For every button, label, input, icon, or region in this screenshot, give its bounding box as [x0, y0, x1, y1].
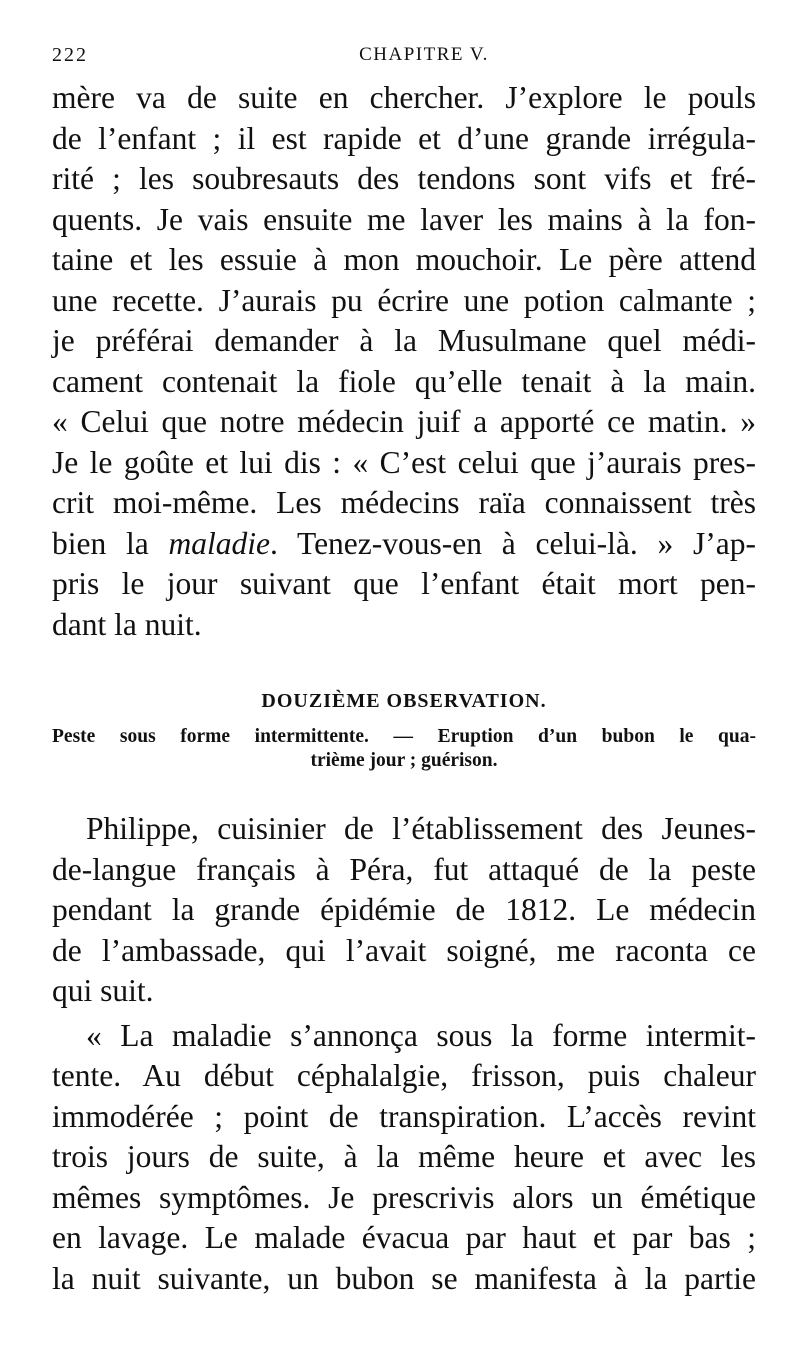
text-line: « Celui que notre médecin juif a apporté ce matin. »: [52, 404, 756, 439]
running-head: CHAPITRE V.: [359, 44, 489, 65]
paragraph-continued: [52, 78, 756, 645]
text-line: de l’enfant ; il est rapide et d’une grande irrégula-: [52, 120, 756, 156]
text-line: rité ; les soubresauts des tendons sont vifs et fré-: [52, 161, 756, 196]
text-line: cament contenait la fiole qu’elle tenait à la main.: [52, 363, 756, 399]
text-line: immodérée ; point de transpiration. L’accès revint: [52, 1098, 756, 1134]
text-line: « La maladie s’annonça sous la forme intermit-: [86, 1017, 756, 1053]
text-line: qui suit.: [52, 973, 154, 1008]
text-line: mêmes symptômes. Je prescrivis alors un émétique: [52, 1179, 756, 1215]
subtitle-line: trième jour ; guérison.: [310, 750, 498, 771]
section-title: DOUZIÈME OBSERVATION.: [261, 690, 547, 712]
text-line: pris le jour suivant que l’enfant était mort pen-: [52, 566, 756, 601]
text-line: de l’ambassade, qui l’avait soigné, me raconta ce: [52, 932, 756, 968]
page-header: [52, 32, 756, 78]
text-line: Philippe, cuisinier de l’établissement des Jeunes-: [86, 811, 756, 846]
text-line: pendant la grande épidémie de 1812. Le médecin: [52, 892, 756, 927]
text-line: une recette. J’aurais pu écrire une potion calmante ;: [52, 282, 756, 318]
text-before-italic: bien la: [52, 525, 169, 561]
text-line: tente. Au début céphalalgie, frisson, puis chaleur: [52, 1058, 756, 1093]
text-line: de-langue français à Péra, fut attaqué de la peste: [52, 851, 756, 887]
text-line: trois jours de suite, à la même heure et avec les: [52, 1139, 756, 1174]
text-line: crit moi-même. Les médecins raïa connaissent très: [52, 485, 756, 520]
text-line: je préférai demander à la Musulmane quel médi-: [52, 323, 756, 358]
text-line: Je le goûte et lui dis : « C’est celui que j’aurais pres-: [52, 444, 756, 480]
italic-word: maladie: [168, 525, 270, 561]
text-line: quents. Je vais ensuite me laver les mains à la fon-: [52, 201, 756, 237]
section-subtitle: [52, 725, 756, 773]
text-line: dant la nuit.: [52, 606, 202, 642]
text-line: mère va de suite en chercher. J’explore le pouls: [52, 80, 756, 115]
text-after-italic: . Tenez-vous-en à celui-là. » J’ap-: [269, 525, 757, 561]
text-line: taine et les essuie à mon mouchoir. Le père attend: [52, 242, 756, 277]
paragraph: [52, 1016, 756, 1300]
paragraph: [52, 809, 756, 1012]
text-line-with-italic: [52, 524, 756, 565]
text-line: la nuit suivante, un bubon se manifesta à la partie: [52, 1260, 756, 1296]
subtitle-line: Peste sous forme intermittente. — Eruption d’un bubon le qua-: [52, 726, 756, 747]
page-number: 222: [52, 44, 88, 66]
text-line: en lavage. Le malade évacua par haut et par bas ;: [52, 1220, 756, 1255]
